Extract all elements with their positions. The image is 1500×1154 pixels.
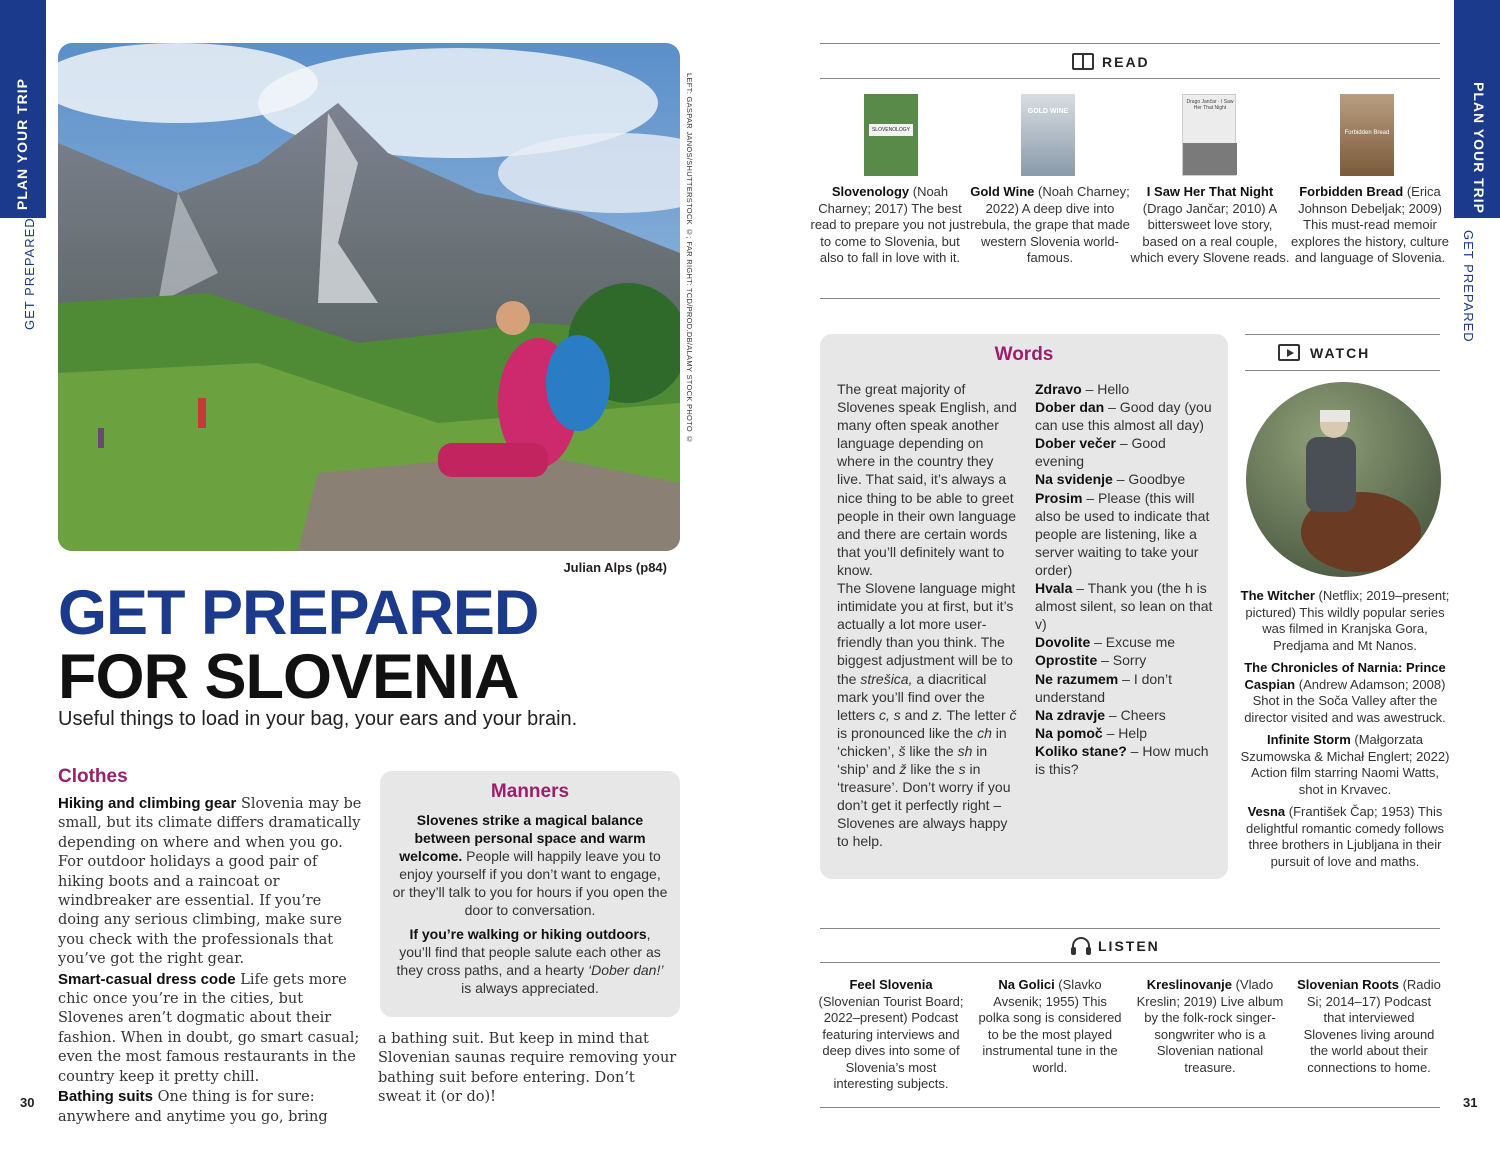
page-number-right: 31 <box>1463 1095 1478 1110</box>
listen-entry: Kreslinovanje (Vlado Kreslin; 2019) Live album by the folk-rock singer-songwriter who is a Slovenian national treasure. <box>1136 977 1284 1075</box>
book-entry: Gold Wine (Noah Charney; 2022) A deep dive into rebula, the grape that made western Slovenia world-famous. <box>970 184 1130 265</box>
watch-entry: The Chronicles of Narnia: Prince Caspian (Andrew Adamson; 2008) Shot in the Soča Valley after the director visited and was awestruck. <box>1244 660 1446 725</box>
manners-heading: Manners <box>490 781 570 802</box>
book-entry: Forbidden Bread (Erica Johnson Debeljak; 2009) This must-read memoir explores the history, culture and language of Slovenia. <box>1291 184 1449 265</box>
hero-photo <box>58 43 680 551</box>
clothes-paragraph: Bathing suits One thing is for sure: anywhere and anytime you go, bring <box>58 1088 328 1125</box>
clothes-continued: a bathing suit. But keep in mind that Slovenian saunas require removing your bathing suit before entering. Don’t sweat it (or do)! <box>378 1031 677 1106</box>
clothes-heading: Clothes <box>58 766 128 787</box>
phrase-item: Zdravo – Hello <box>1035 381 1130 397</box>
clothes-section <box>58 766 363 1127</box>
words-box <box>820 334 1228 879</box>
left-section-tab <box>0 0 46 218</box>
phrase-item: Prosim – Please (this will also be used to indicate that people are listening, like a server waiting to take your order) <box>1035 489 1210 578</box>
watch-entry: The Witcher (Netflix; 2019–present; pictured) This wildly popular series was filmed in Kranjska Gora, Predjama and Mt Nanos. <box>1240 588 1450 653</box>
phrase-item: Na zdravje – Cheers <box>1035 706 1166 723</box>
book-icon <box>1072 53 1094 70</box>
listen-entry: Na Golici (Slavko Avsenik; 1955) This polka song is considered to be the most played instrumental tune in the world. <box>978 977 1122 1075</box>
book-cover: Drago Jančar · I Saw Her That Night <box>1182 94 1236 176</box>
book-entry: I Saw Her That Night (Drago Jančar; 2010) A bittersweet love story, based on a real couple, which every Slovene reads. <box>1130 184 1290 265</box>
right-section-label: PLAN YOUR TRIP <box>1471 82 1487 214</box>
phrase-item: Ne razumem – I don’t understand <box>1035 670 1172 705</box>
words-heading: Words <box>994 344 1054 365</box>
phrase-item: Koliko stane? – How much is this? <box>1035 742 1209 777</box>
book-cover: SLOVENOLOGY <box>864 94 918 176</box>
right-chapter-label: GET PREPARED <box>1461 230 1476 343</box>
listen-entry: Feel Slovenia (Slovenian Tourist Board; 2022–present) Podcast featuring interviews and deep dives into some of Slovenia’s most interesting subjects. <box>818 977 964 1091</box>
book-entry: Slovenology (Noah Charney; 2017) The best read to prepare you not just to come to Slovenia, but also to fall in love with it. <box>810 184 970 265</box>
book-cover: GOLD WINE <box>1021 94 1075 176</box>
manners-paragraph: If you’re walking or hiking outdoors, you’ll find that people salute each other as they cross paths, and a hearty ‘Dober dan!’ is always appreciated. <box>396 926 664 996</box>
page-number-left: 30 <box>20 1095 35 1110</box>
page-subtitle: Useful things to load in your bag, your ears and your brain. <box>58 708 578 730</box>
left-chapter-label: GET PREPARED <box>22 217 37 330</box>
phrase-item: Dober dan – Good day (you can use this almost all day) <box>1035 399 1212 434</box>
photo-caption: Julian Alps (p84) <box>563 560 667 575</box>
phrase-item: Na svidenje – Goodbye <box>1035 471 1186 488</box>
words-intro: The great majority of Slovenes speak English, and many often speak another language depending on where in the country they live. That said, it’s always a nice thing to be able to greet people in their own language and there are certain words that you’ll definitely want to know. The Slovene language might intimidate you at first, but it’s actually a lot more user-friendly than you think. The biggest adjustment will be to the strešica, a diacritical mark you’ll find over the letters c, s and z. The letter č is pronounced like the ch in ‘chicken’, š like the sh in ‘ship’ and ž like the s in ‘treasure’. Don’t worry if you don’t get it perfectly right – Slovenes are always happy to help. <box>837 381 1017 850</box>
watch-entry: Vesna (František Čap; 1953) This delightful romantic comedy follows three brothers in Ljubljana in their pursuit of love and maths. <box>1246 804 1444 869</box>
phrase-item: Oprostite – Sorry <box>1035 652 1147 669</box>
page-title-line1: GET PREPARED <box>58 578 539 648</box>
manners-box <box>380 771 680 1017</box>
manners-paragraph: Slovenes strike a magical balance between personal space and warm welcome. People will happily leave you to enjoy yourself if you don’t want to engage, or they’ll talk to you for hours if you open the door to conversation. <box>392 812 668 918</box>
read-heading: READ <box>1072 53 1150 70</box>
phrase-item: Hvala – Thank you (the h is almost silent, so lean on that v) <box>1035 580 1213 633</box>
page-title-line2: FOR SLOVENIA <box>58 642 519 712</box>
right-section-tab <box>1454 0 1500 218</box>
photo-credit: LEFT: GASPAR JANOS/SHUTTERSTOCK ©; FAR RIGHT: TCD/PROD.DB/ALAMY STOCK PHOTO © <box>685 73 694 444</box>
words-phrase-list <box>1035 380 1215 778</box>
headphones-icon <box>1072 937 1090 953</box>
witcher-photo <box>1246 382 1441 577</box>
watch-list <box>1240 588 1450 876</box>
clothes-paragraph: Smart-casual dress code Life gets more chic once you’re in the cities, but Slovenes aren’t dogmatic about their fashion. When in doubt, go smart casual; even the most famous restaurants in the country keep it pretty chill. <box>58 970 360 1085</box>
watch-heading: WATCH <box>1278 344 1370 361</box>
film-icon <box>1278 344 1300 361</box>
clothes-paragraph: Hiking and climbing gear Slovenia may be small, but its climate differs dramatically depending on where and when you go. For outdoor holidays a good pair of hiking boots and a raincoat or windbreaker are essential. If you’re doing any serious climbing, make sure you check with the professionals that you’ve got the right gear. <box>58 795 362 968</box>
listen-heading: LISTEN <box>1072 937 1160 954</box>
book-cover: Forbidden Bread <box>1340 94 1394 176</box>
phrase-item: Dober večer – Good evening <box>1035 435 1166 470</box>
phrase-item: Na pomoč – Help <box>1035 724 1148 741</box>
phrase-item: Dovolite – Excuse me <box>1035 634 1176 651</box>
listen-entry: Slovenian Roots (Radio Si; 2014–17) Podcast that interviewed Slovenes living around the world about their connections to home. <box>1297 977 1441 1075</box>
watch-entry: Infinite Storm (Małgorzata Szumowska & Michał Englert; 2022) Action film starring Naomi Watts, shot in Krvavec. <box>1240 732 1450 797</box>
left-section-label: PLAN YOUR TRIP <box>14 78 30 210</box>
